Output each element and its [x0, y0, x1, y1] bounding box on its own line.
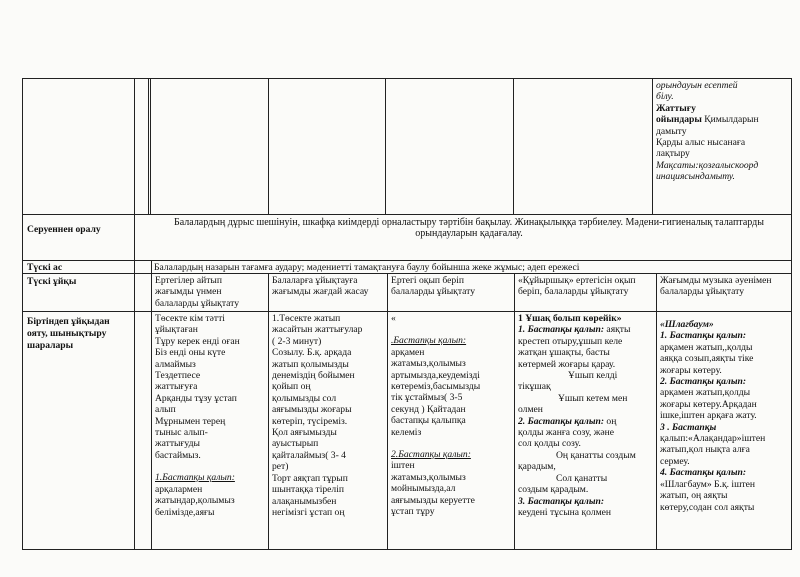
wakeup-col3 — [391, 313, 511, 548]
text-line: алып — [155, 404, 176, 416]
text-line: артымызда,кеудемізді — [391, 369, 480, 381]
text-line: орындауын есептей — [656, 80, 738, 91]
text-line: шынтаққа тіреліп — [272, 484, 345, 496]
row1-col6-cell — [656, 80, 788, 212]
text-line: жатамыз,қолымыз — [391, 471, 466, 483]
text-line: 2.Бастапқы қалып: — [391, 449, 471, 461]
text-line: Мақсаты:қозғалыскоорд — [656, 159, 759, 171]
text-line: қойып оң — [272, 381, 311, 393]
text-line: келеміз — [391, 426, 422, 438]
return-walk-label: Серуеннен оралу — [27, 224, 101, 235]
text-line: Арқанды тұзу ұстап — [155, 392, 237, 404]
text-line: Қол аяғымызды — [272, 427, 337, 439]
inline-text: оң — [604, 415, 617, 427]
text-line: 1.Төсекте жатып — [272, 313, 341, 324]
text-line: создым қарадым. — [518, 484, 589, 496]
text-line: «Шлагбаум» — [660, 319, 714, 330]
text-line: бастаймыз. — [155, 449, 201, 461]
spacer — [391, 324, 511, 335]
text-line: .Бастапқы қалып: — [391, 335, 467, 347]
return-walk-text: Балалардың дұрыс шешінуін, шкафқа киімдерді орналастыру тәртібін бақылау. Жинақылыққа тәрбиелеу. Мәдени-гигиеналық талаптарды орындауларын қадағалау. — [174, 217, 764, 240]
nap-col1: Ертегілер айтып жағымды үнмен балаларды ұйықтату — [155, 275, 240, 309]
text-line: жатамыз,қолымыз — [391, 358, 466, 370]
text-line: Тездетпесе — [155, 370, 201, 382]
wakeup-col2 — [272, 313, 384, 548]
text-line: мойнымызда,ал — [391, 483, 456, 495]
col-divider — [268, 78, 269, 214]
text-line: сол қолды созу. — [518, 438, 581, 450]
text-line: жоғары көтеру.Арқадан — [660, 398, 757, 410]
col-divider — [150, 78, 151, 214]
text-line: Оң қанатты создым — [556, 449, 636, 461]
text-line: көтереміз,басымызды — [391, 381, 481, 393]
text-line: арқалармен — [155, 483, 203, 495]
wakeup-label: Біртіндеп ұйқыдан ояту, шынықтыру шаралары — [27, 316, 110, 351]
text-line: 4. Бастапқы қалып: — [660, 467, 747, 479]
text-line: Жаттығу — [656, 102, 696, 114]
col-divider — [513, 78, 514, 214]
text-line: жатып қолымызды — [272, 358, 349, 370]
text-line: тыныс алып- — [155, 427, 208, 439]
text-line: жаттығуды — [155, 438, 200, 450]
text-line: секунд ) Қайтадан — [391, 403, 466, 415]
lunch-label: Түскі ас — [27, 262, 63, 273]
inline-label: ойындары — [656, 114, 702, 126]
text-line: белімізде,аяғы — [155, 506, 215, 518]
nap-label: Түскі ұйқы — [27, 276, 77, 287]
text-line: көтеру,содан сол аяқты — [660, 501, 755, 513]
spacer — [155, 461, 265, 472]
text-line — [518, 416, 653, 427]
text-line: қолды жанға созу, және — [518, 427, 615, 439]
text-line: 1 Ұшақ болып көрейік» — [518, 313, 622, 324]
text-line: жатып, оң аяқты — [660, 490, 728, 502]
text-line: крестеп отыру,ұшып келе — [518, 335, 623, 347]
text-line: жатып,қол нықта алға — [660, 444, 750, 456]
wakeup-col5 — [660, 313, 788, 548]
col-divider — [148, 78, 149, 214]
text-line: білу. — [656, 91, 674, 103]
col-divider — [387, 273, 388, 550]
text-line: ( 2-3 минут) — [272, 335, 322, 347]
col-divider — [652, 78, 653, 214]
col-divider — [151, 260, 152, 550]
text-line: тік ұстаймыз( 3-5 — [391, 392, 463, 404]
text-line: қалып:«Алақандар»іштен — [660, 433, 766, 445]
text-line: рет) — [272, 461, 289, 473]
text-line: жоғары көтеру. — [660, 364, 722, 376]
col-divider — [514, 273, 515, 550]
text-line: алмаймыз — [155, 358, 196, 370]
text-line: 2. Бастапқы қалып: — [660, 376, 747, 388]
text-line: ауыстырып — [272, 438, 319, 450]
text-line: инациясындамыту. — [656, 171, 735, 183]
text-line: Сол қанатты — [556, 472, 608, 484]
text-line: Төсекте кім тәтті — [155, 313, 225, 324]
text-line: Ұшып келді — [568, 370, 618, 382]
nap-col4: «Құйыршық» ертегісін оқып беріп, балаларды ұйықтату — [518, 275, 636, 298]
wakeup-col1 — [155, 313, 265, 548]
lunch-text: Балалардың назарын тағамға аудару; мәдениетті тамақтануға баулу бойынша жеке жұмыс; әдеп ережесі — [154, 262, 580, 273]
text-line: арқамен жатып,,қолды — [660, 341, 753, 353]
text-line: Торт аяқтап тұрып — [272, 472, 348, 484]
text-line: олмен — [518, 404, 543, 416]
text-line: негімізгі ұстап оң — [272, 506, 345, 518]
text-line: «Шлагбаум» Б.қ. іштен — [660, 478, 756, 490]
row-divider — [22, 214, 792, 215]
nap-col2: Балаларға ұйықтауға жағымды жағдай жасау — [272, 275, 369, 298]
text-line: Мұрнымен терең — [155, 415, 226, 427]
text-line: қолымызды сол — [272, 392, 337, 404]
text-line: іштен — [391, 460, 415, 472]
row-divider — [22, 260, 792, 261]
table-border-top — [22, 78, 792, 79]
text-line: жатындар,қолымыз — [155, 495, 235, 507]
text-line: көтеріп, түсіреміз. — [272, 415, 348, 427]
text-line: аяғымызды жоғары — [272, 404, 352, 416]
text-line: жатқан ұшақты, басты — [518, 347, 610, 359]
text-line: аяққа созып,аяқты тіке — [660, 353, 754, 365]
text-line: алақанымызбен — [272, 495, 337, 507]
inline-text: Қимылдарын — [701, 114, 759, 126]
row-divider — [22, 311, 792, 312]
inline-label: 3. Бастапқы қалып: — [518, 495, 605, 507]
inline-label: 1. Бастапқы қалып: — [518, 324, 605, 336]
text-line — [518, 324, 653, 335]
text-line: денеміздің бойымен — [272, 370, 355, 382]
nap-col5: Жағымды музыка әуенімен балаларды ұйықтату — [660, 275, 772, 298]
text-line: Біз енді оны күте — [155, 347, 226, 359]
text-line — [656, 114, 788, 125]
nap-col3: Ертегі оқып беріп балаларды ұйықтату — [391, 275, 476, 298]
text-line: сермеу. — [660, 455, 690, 467]
col-divider — [385, 78, 386, 214]
text-line: ішке,іштен арқаға жату. — [660, 410, 757, 422]
text-line: қайталаймыз( 3- 4 — [272, 449, 346, 461]
text-line: ұйықтаған — [155, 324, 198, 336]
text-line: ұстап тұру — [391, 506, 435, 518]
col-divider — [268, 273, 269, 550]
text-line: дамыту — [656, 125, 687, 137]
text-line: 1.Бастапқы қалып: — [155, 472, 235, 484]
text-line: бастапқы қалыпқа — [391, 415, 466, 427]
table-border-bottom — [22, 549, 792, 550]
text-line: арқамен — [391, 346, 425, 358]
text-line: 1. Бастапқы қалып: — [660, 330, 747, 342]
text-line: аяғымызды керуетте — [391, 494, 475, 506]
col-divider — [134, 78, 135, 550]
inline-text: аяқты — [604, 324, 631, 336]
col-divider — [656, 273, 657, 550]
text-line: Қарды алыс нысанаға — [656, 137, 746, 149]
text-line: арқамен жатып,қолды — [660, 387, 751, 399]
text-line: тікұшақ — [518, 381, 551, 393]
inline-label: 2. Бастапқы қалып: — [518, 415, 605, 427]
text-line: көтермей жоғары қарау. — [518, 358, 616, 370]
text-line: « — [391, 313, 396, 324]
text-line — [518, 496, 653, 507]
text-line: лақтыру — [656, 148, 690, 160]
text-line: жаттығуға — [155, 381, 198, 393]
text-line: кеудені тұсына қолмен — [518, 506, 612, 518]
text-line: Ұшып кетем мен — [558, 392, 628, 404]
text-line: Тұру керек енді оған — [155, 335, 240, 347]
text-line: жасайтын жаттығулар — [272, 324, 363, 336]
text-line: 3 . Бастапқы — [660, 421, 717, 433]
row-divider — [22, 273, 792, 274]
spacer — [391, 438, 511, 449]
text-line: қарадым, — [518, 461, 556, 473]
table-border-left — [22, 78, 23, 550]
text-line: Созылу. Б.қ. арқада — [272, 347, 352, 359]
wakeup-col4 — [518, 313, 653, 548]
table-border-right — [791, 78, 792, 550]
